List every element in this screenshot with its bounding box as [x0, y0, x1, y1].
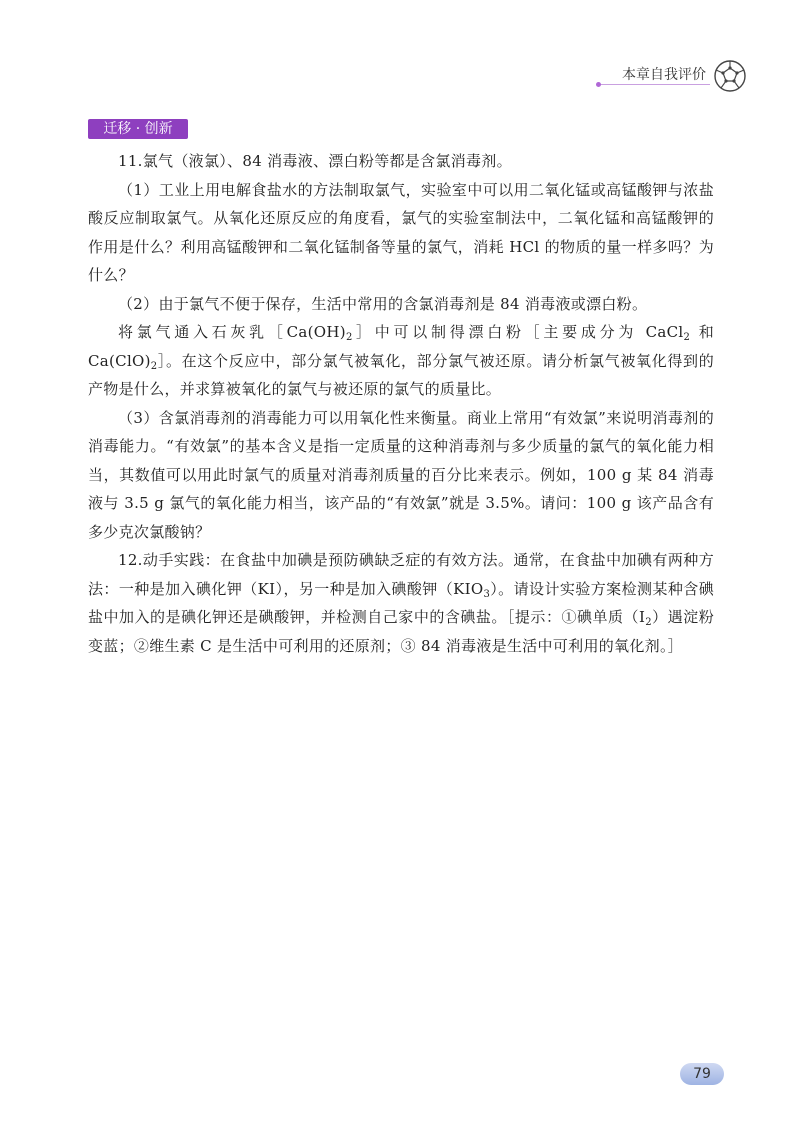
header-divider	[598, 84, 710, 85]
text-run: 12.动手实践：在食盐中加碘是预防碘缺乏症的有效方法。通常，在食盐中加碘有两种方法：一种是加入碘化钾（KI），另一种是加入碘酸钾（KIO	[88, 551, 714, 598]
question-11-part-3: （3）含氯消毒剂的消毒能力可以用氧化性来衡量。商业上常用“有效氯”来说明消毒剂的消毒能力。“有效氯”的基本含义是指一定质量的这种消毒剂与多少质量的氯气的氧化能力相当，其数值可以用此时氯气的质量对消毒剂质量的百分比来表示。例如，100 g 某 84 消毒液与 3.5 g 氯气的氧化能力相当，该产品的“有效氯”就是 3.5%。请问：100 g 该产品含有多少克次氯酸钠？	[88, 408, 714, 541]
question-11-part-2-detail	[88, 318, 714, 404]
subscript: 2	[683, 332, 691, 343]
question-11-intro: 11.氯气（液氯）、84 消毒液、漂白粉等都是含氯消毒剂。	[118, 152, 512, 170]
text-run: ）遇淀粉变蓝；②维生素 C 是生活中可利用的还原剂；③ 84 消毒液是生活中可利用的氧化剂。］	[88, 608, 714, 655]
text-run: 将氯气通入石灰乳［Ca(OH)	[118, 323, 346, 341]
page-header-title: 本章自我评价	[622, 67, 706, 83]
text-run: ］。在这个反应中，部分氯气被氧化，部分氯气被还原。请分析氯气被氧化得到的产物是什么，并求算被氧化的氯气与被还原的氯气的质量比。	[88, 351, 714, 398]
page-number: 79	[680, 1063, 724, 1085]
text-run: ）。请设计实验方案检测某种含碘盐中加入的是碘化钾还是碘酸钾，并检测自己家中的含碘盐。［提示：①碘单质（I	[88, 579, 714, 626]
text-run: ］中可以制得漂白粉［主要成分为 CaCl	[352, 323, 684, 341]
molecule-ball-icon	[712, 58, 748, 94]
text-run: 和 Ca(ClO)	[88, 323, 714, 370]
content	[88, 147, 714, 660]
question-11-part-2: （2）由于氯气不便于保存，生活中常用的含氯消毒剂是 84 消毒液或漂白粉。	[118, 294, 648, 313]
subscript: 3	[483, 588, 491, 600]
question-12	[88, 546, 714, 660]
subscript: 2	[645, 617, 652, 628]
section-tag: 迁移 · 创新	[88, 119, 188, 139]
subscript: 2	[345, 332, 353, 343]
question-11-part-1: （1）工业上用电解食盐水的方法制取氯气，实验室中可以用二氧化锰或高锰酸钾与浓盐酸反应制取氯气。从氧化还原反应的角度看，氯气的实验室制法中，二氧化锰和高锰酸钾的作用是什么？利用高锰酸钾和二氧化锰制备等量的氯气，消耗 HCl 的物质的量一样多吗？为什么？	[88, 180, 714, 284]
subscript: 2	[150, 360, 158, 372]
header-dot	[596, 82, 601, 87]
